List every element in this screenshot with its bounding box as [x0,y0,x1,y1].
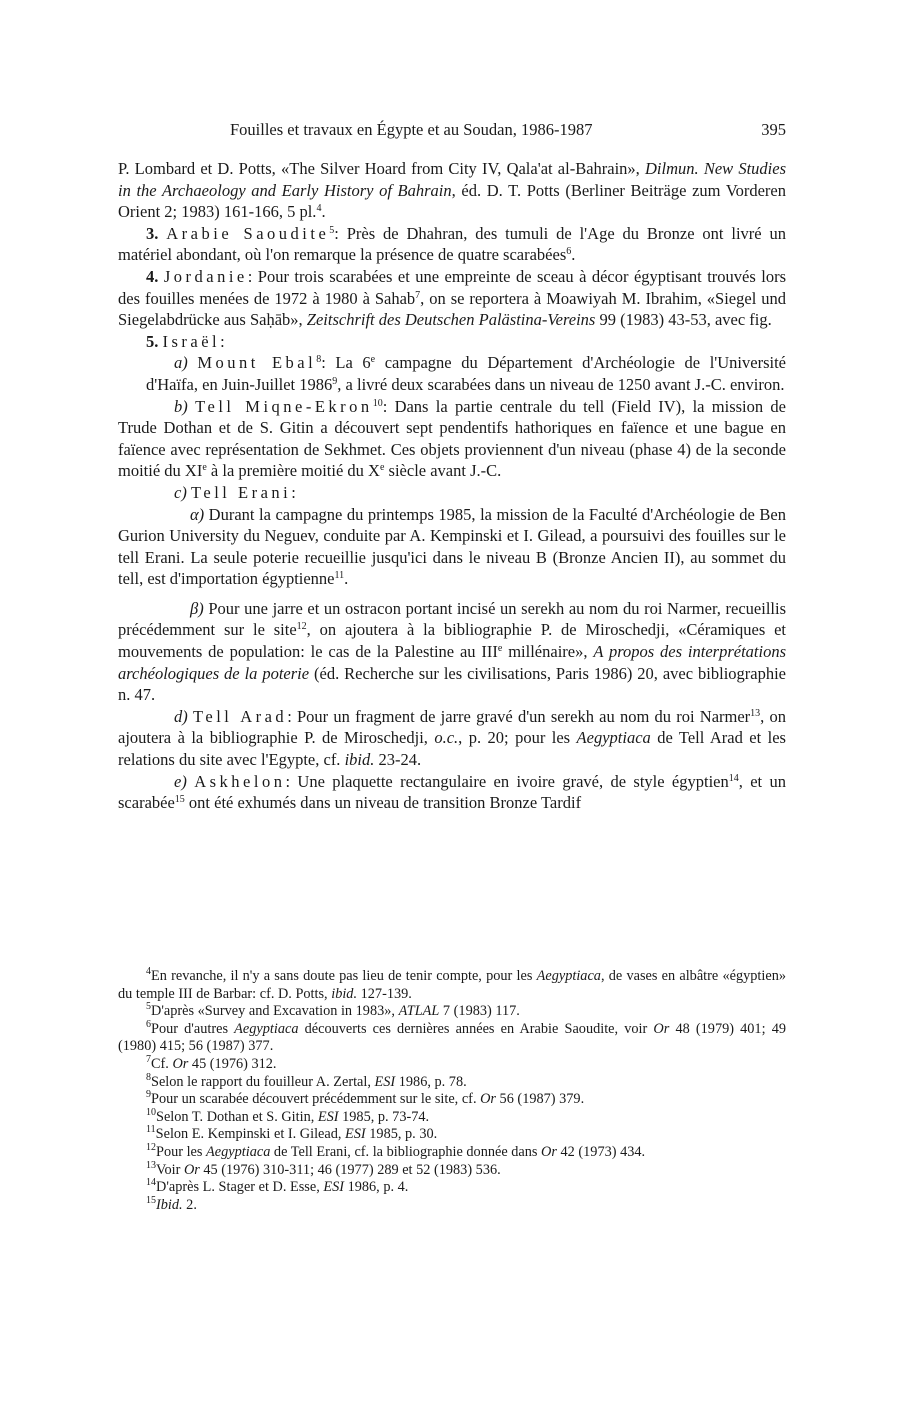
subsection-askhelon: e) Askhelon: Une plaquette rectangulaire en ivoire gravé, de style égyptien$^{14}$, et un scarabée$^{15}$ ont été exhumés dans un niveau de transition Bronze Tardif [118,771,786,813]
footnote-ref: 5 [329,224,335,236]
site-heading: Tell Erani [190,482,292,502]
footnote-ref: 13 [750,707,761,719]
footnote-ref: 4 [316,203,322,215]
section-heading: Jordanie [163,266,248,286]
subsection-tell-arad: d) Tell Arad: Pour un fragment de jarre gravé d'un serekh au nom du roi Narmer$^{13}$, on ajoutera à la bibliographie P. de Miroschedji, o.c., p. 20; pour les Aegyptiaca de Tell Arad et les relations du site avec l'Egypte, cf. ibid. 23-24. [118,706,787,770]
footnote-15: $^{15}$Ibid. 2. [146,1194,197,1213]
footnote-ref: 15 [174,794,185,806]
running-header [118,120,786,142]
footnote-4: $^4$En revanche, il n'y a sans doute pas lieu de tenir compte, pour les Aegyptiaca, de vases en albâtre «égyptien» du temple III de Barbar: cf. D. Potts, ibid. 127-139. [118,966,786,1002]
section-israel: 5. Israël: [146,331,225,351]
site-heading: Mount Ebal [197,353,317,373]
footnote-11: $^{11}$Selon E. Kempinski et I. Gilead, ESI 1985, p. 30. [146,1124,438,1143]
section-arabie-saoudite: 3. Arabie Saoudite$^5$: Près de Dhahran, des tumuli de l'Age du Bronze ont livré un matériel abondant, où l'on remarque la présence de quatre scarabées$^6$. [118,223,786,265]
footnote-14: $^{14}$D'après L. Stager et D. Esse, ESI 1986, p. 4. [146,1177,409,1196]
footnote-ref: 8 [316,354,322,366]
footnote-ref: 12 [296,621,307,633]
footnote-9: $^9$Pour un scarabée découvert précédemment sur le site, cf. Or 56 (1987) 379. [146,1089,585,1108]
section-heading: Israël [162,331,221,351]
footnote-12: $^{12}$Pour les Aegyptiaca de Tell Erani, cf. la bibliographie donnée dans Or 42 (1973) 434. [146,1141,646,1160]
section-heading: Arabie Saoudite [166,223,330,243]
footnote-13: $^{13}$Voir Or 45 (1976) 310-311; 46 (1977) 289 et 52 (1983) 536. [146,1159,501,1178]
footnote-ref: 14 [728,772,739,784]
footnotes [118,968,786,1214]
footnote-ref: 11 [334,570,345,582]
running-title: Fouilles et travaux en Égypte et au Soudan, 1986-1987 [230,120,593,139]
main-text [118,158,786,814]
site-heading: Askhelon [194,771,286,791]
subsection-erani-beta: β) Pour une jarre et un ostracon portant incisé un serekh au nom du roi Narmer, recueillis précédemment sur le site$^{12}$, on ajoutera à la bibliographie P. de Miroschedji, «Céramiques et mouvements de population: le cas de la Palestine au IIIe millénaire», A propos des interprétations archéologiques de la poterie (éd. Recherche sur les civilisations, Paris 1986) 20, avec bibliographie n. 47. [118,598,786,705]
footnote-7: $^7$Cf. Or 45 (1976) 312. [146,1053,277,1072]
footnote-8: $^8$Selon le rapport du fouilleur A. Zertal, ESI 1986, p. 78. [146,1071,467,1090]
footnote-6: $^6$Pour d'autres Aegyptiaca découverts ces dernières années en Arabie Saoudite, voir Or 48 (1979) 401; 49 (1980) 415; 56 (1987) 377. [118,1018,786,1055]
subsection-erani-alpha: α) Durant la campagne du printemps 1985, la mission de la Faculté d'Archéologie de Ben Gurion University du Neguev, conduite par A. Kempinski et I. Gilead, a poursuivi des fouilles sur le tell Erani. La seule poterie recueillie jusqu'ici dans le niveau B (Bronze Ancien II), au sommet du tell, est d'importation égyptienne$^{11}$. [118,504,786,589]
section-jordanie: 4. Jordanie: Pour trois scarabées et une empreinte de sceau à décor égyptisant trouvés lors des fouilles menées de 1972 à 1980 à Sahab$^7$, on se reportera à Moawiyah M. Ibrahim, «Siegel und Siegelabdrücke aus Saḥāb», Zeitschrift des Deutschen Palästina-Vereins 99 (1983) 43-53, avec fig. [118,266,787,330]
subsection-tell-miqne-ekron: b) Tell Miqne-Ekron$^{10}$: Dans la partie centrale du tell (Field IV), la mission de Trude Dothan et de S. Gitin a découvert sept pendentifs hathoriques en faïence et une bague en faïence avec représentation de Sekhmet. Ces objets proviennent d'un niveau (phase 4) de la seconde moitié du XIe à la première moitié du Xe siècle avant J.-C. [118,396,787,481]
page-number: 395 [761,120,786,139]
footnote-10: $^{10}$Selon T. Dothan et S. Gitin, ESI 1985, p. 73-74. [146,1106,430,1125]
subsection-tell-erani: c) Tell Erani: [174,482,296,502]
footnote-ref: 10 [372,397,383,409]
site-heading: Tell Arad [192,706,288,726]
subsection-mount-ebal: a) Mount Ebal$^8$: La 6e campagne du Département d'Archéologie de l'Université d'Haïfa, en Juin-Juillet 1986$^9$, a livré deux scarabées dans un niveau de 1250 avant J.-C. environ. [146,353,786,394]
footnote-ref: 9 [332,375,338,387]
site-heading: Tell Miqne-Ekron [195,396,373,416]
paragraph-lombard-reference: P. Lombard et D. Potts, «The Silver Hoard from City IV, Qala'at al-Bahrain», Dilmun. New Studies in the Archaeology and Early History of Bahrain, éd. D. T. Potts (Berliner Beiträge zum Vorderen Orient 2; 1983) 161-166, 5 pl.$^4$. [118,159,786,222]
footnote-ref: 6 [566,246,572,258]
footnote-ref: 7 [415,289,421,301]
footnote-5: $^5$D'après «Survey and Excavation in 1983», ATLAL 7 (1983) 117. [146,1001,520,1020]
